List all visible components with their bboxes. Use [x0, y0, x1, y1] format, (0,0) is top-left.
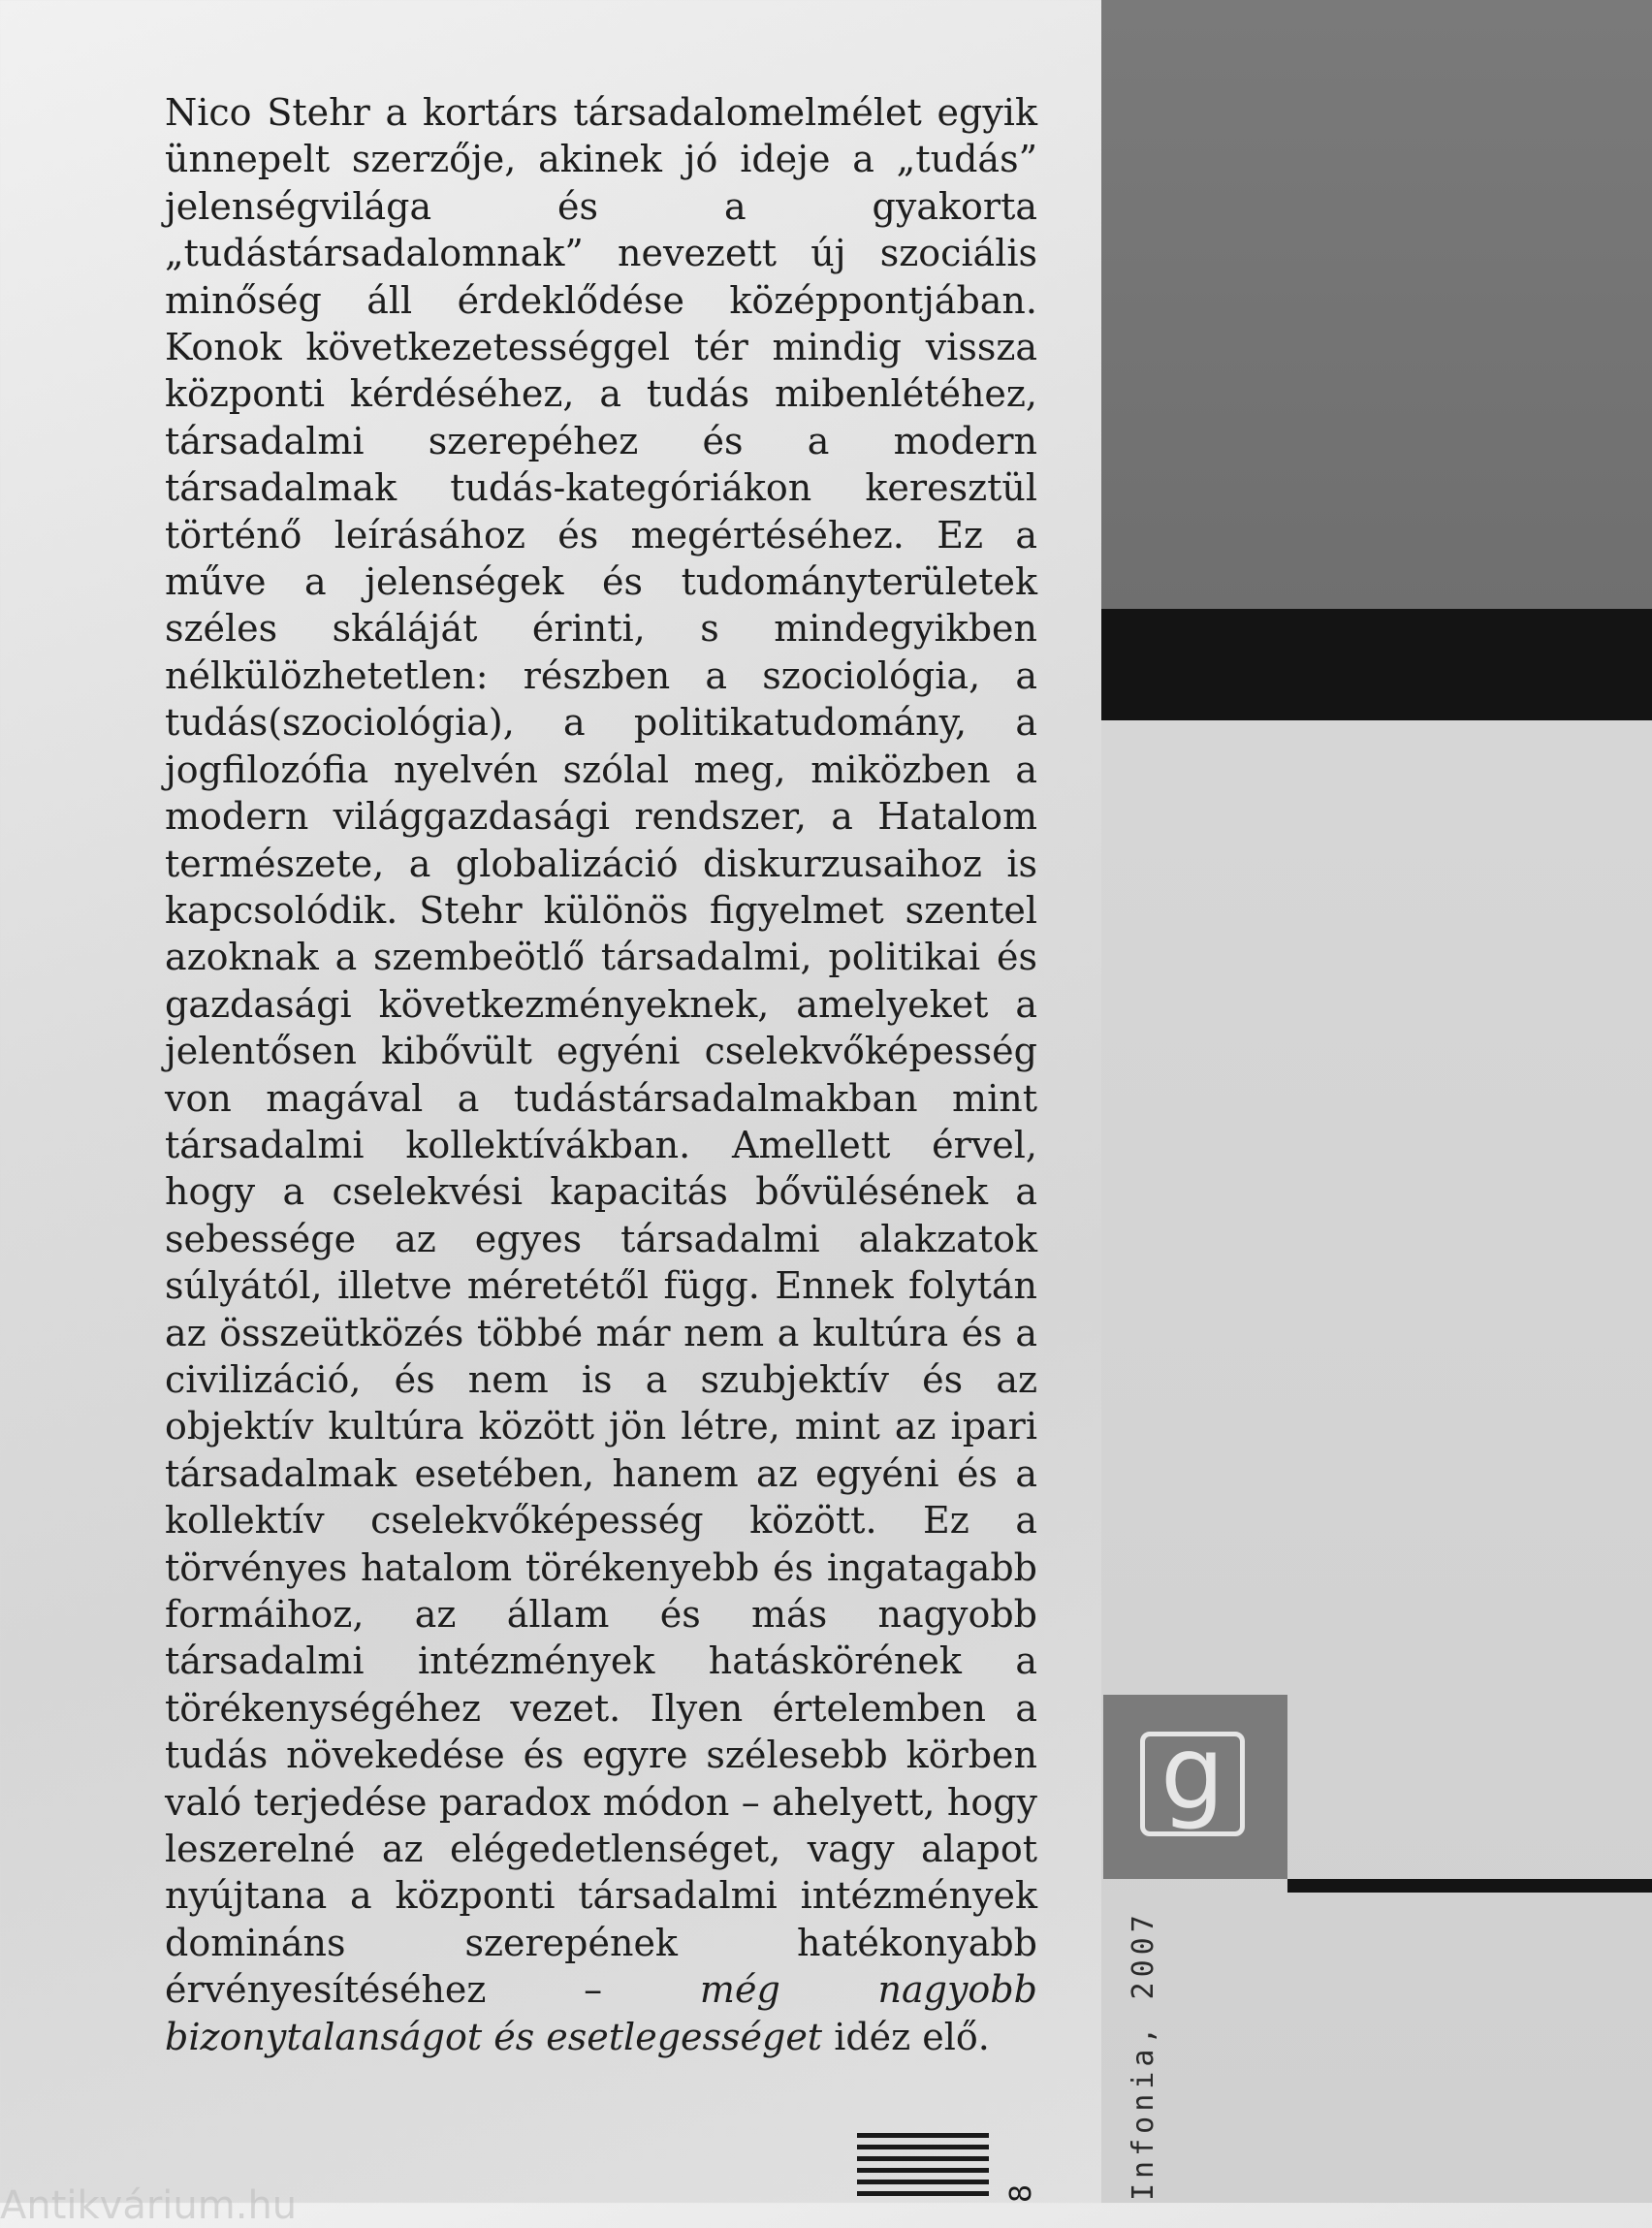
black-band: [1101, 609, 1652, 720]
logo-letter: g: [1160, 1714, 1224, 1832]
barcode-digit: 8: [1004, 2183, 1038, 2203]
logo-frame: [1140, 1714, 1245, 1836]
watermark: Antikvárium.hu: [0, 2183, 298, 2228]
barcode: [857, 2133, 989, 2203]
horizontal-rule: [1287, 1879, 1652, 1893]
publisher-imprint: Infonia, 2007: [1127, 1910, 1160, 2201]
publisher-logo: [1103, 1695, 1287, 1879]
blurb-ending: idéz elő.: [834, 2015, 990, 2058]
blurb-paragraph: [165, 89, 1037, 2060]
blurb-text: Nico Stehr a kortárs társadalomelmélet egyik ünnepelt szerzője, akinek jó ideje a „tudás” jelenségvilága és a gyakorta „tudástársadalomnak” nevezett új szociális minőség áll érdeklődése középpontjában. Konok következetességgel tér mindig vissza központi kérdéséhez, a tudás mibenlétéhez, társadalmi szerepéhez és a modern társadalmak tudás-kategóriákon keresztül történő leírásához és megértéséhez. Ez a műve a jelenségek és tudományterületek széles skáláját érinti, s mindegyikben nélkülözhetetlen: részben a szociológia, a tudás(szociológia), a politikatudomány, a jogfilozófia nyelvén szólal meg, miközben a modern világgazdasági rendszer, a Hatalom természete, a globalizáció diskurzusaihoz is kapcsolódik. Stehr különös figyelmet szentel azoknak a szembeötlő társadalmi, politikai és gazdasági következményeknek, amelyeket a jelentősen kibővült egyéni cselekvőképesség von magával a tudástársadalmakban mint társadalmi kollektívákban. Amellett érvel, hogy a cselekvési kapacitás bővülésének a sebessége az egyes társadalmi alakzatok súlyától, illetve méretétől függ. Ennek folytán az összeütközés többé már nem a kultúra és a civilizáció, és nem is a szubjektív és az objektív kultúra között jön létre, mint az ipari társadalmak esetében, hanem az egyéni és a kollektív cselekvőképesség között. Ez a törvényes hatalom törékenyebb és ingatagabb formáihoz, az állam és más nagyobb társadalmi intézmények hatáskörének a törékenységéhez vezet. Ilyen értelemben a tudás növekedése és egyre szélesebb körben való terjedése paradox módon – ahelyett, hogy leszerelné az elégedetlenséget, vagy alapot nyújtana a központi társadalmi intézmények domináns szerepének hatékonyabb érvényesítéséhez –: [165, 91, 1037, 2012]
gray-color-block: [1101, 0, 1652, 609]
blurb-emphasis: még nagyobb bizonytalanságot és esetlegességet: [165, 1968, 1037, 2058]
